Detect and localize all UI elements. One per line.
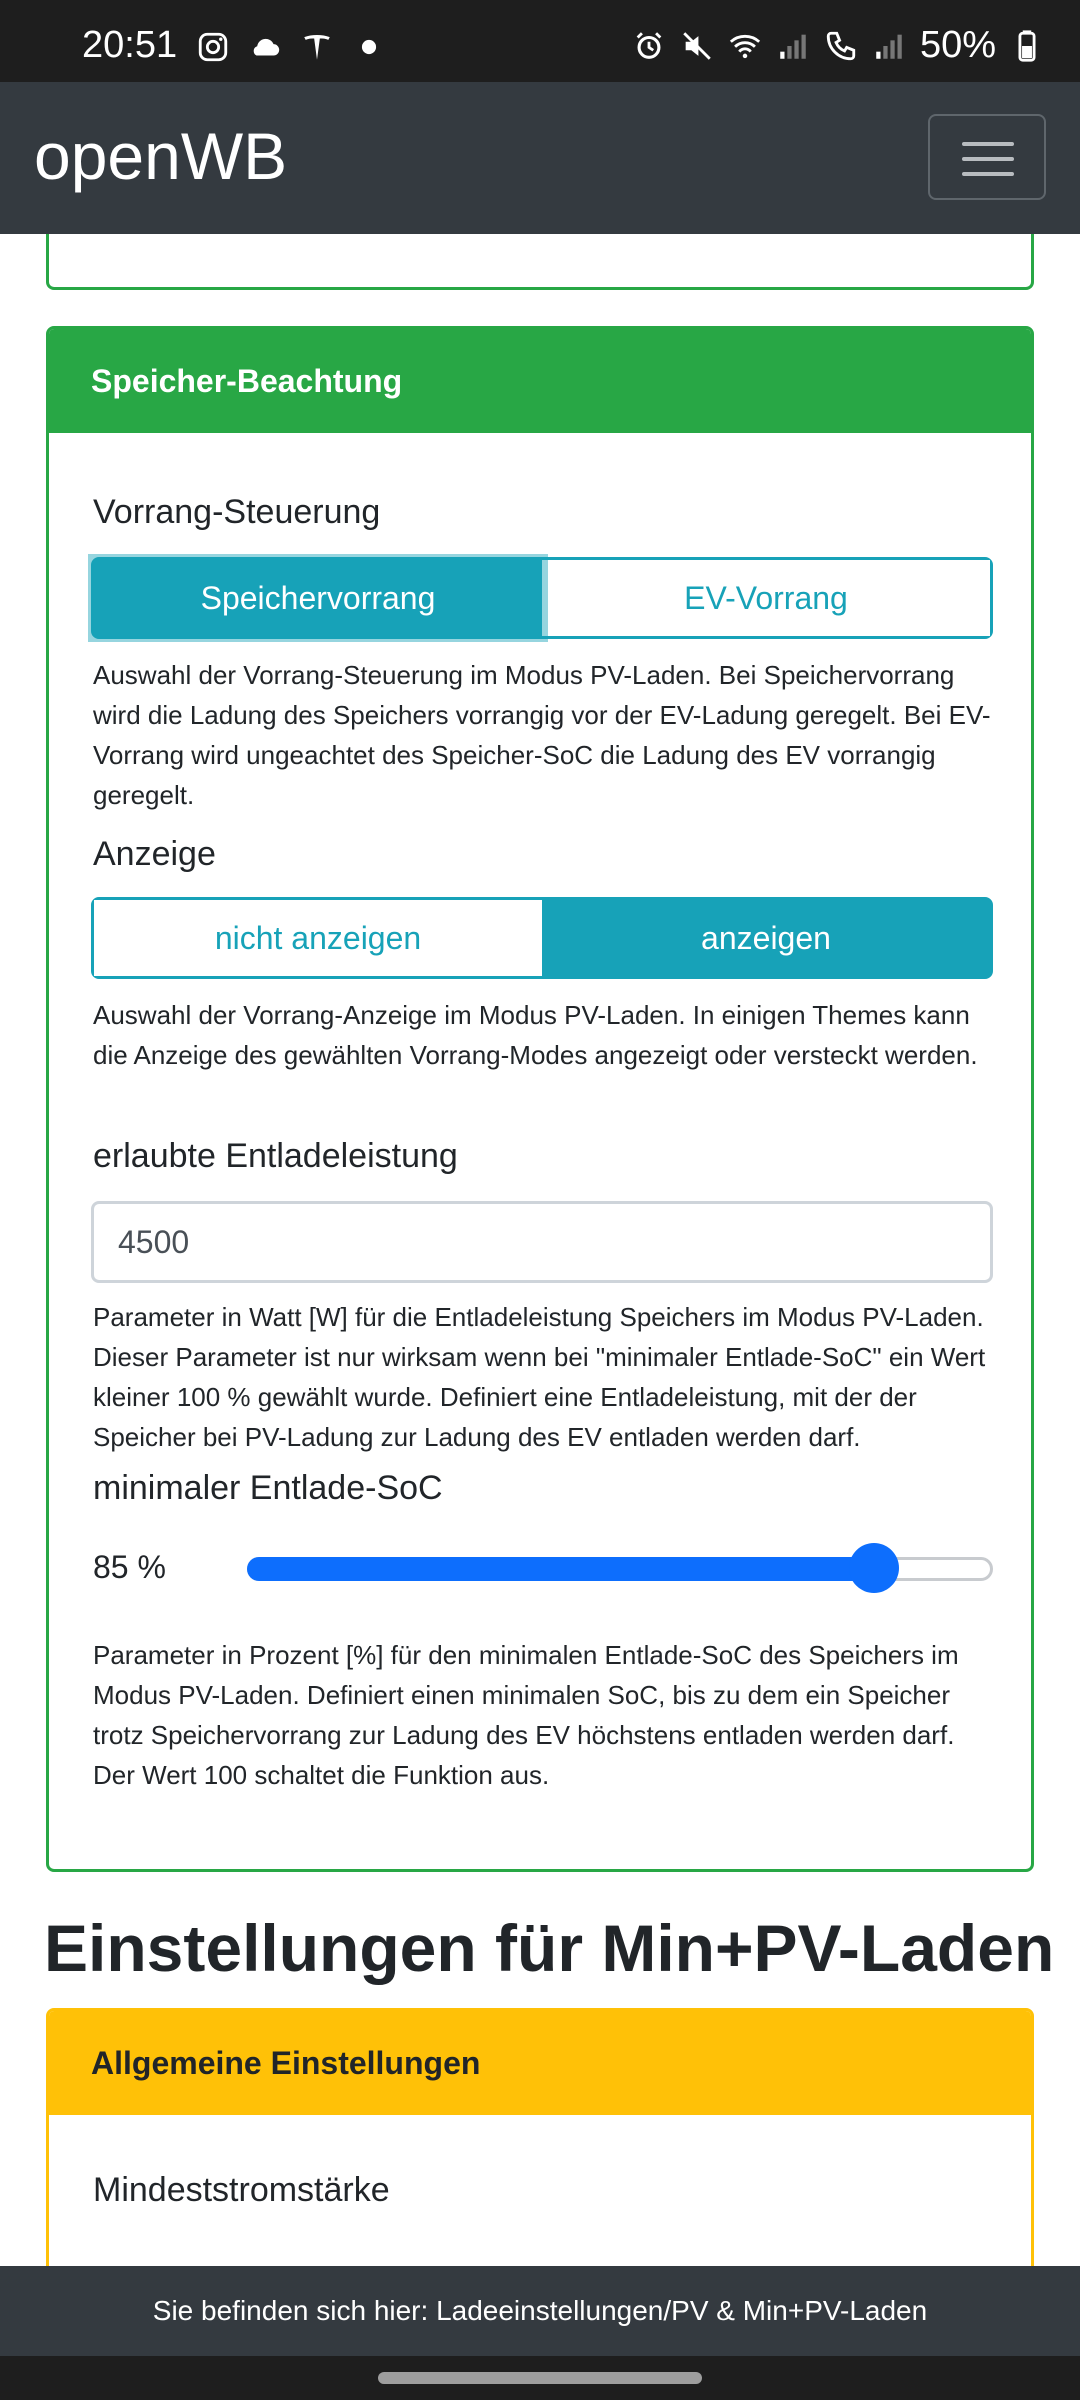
- status-left-icons: [196, 30, 386, 64]
- entlade-soc-label: minimaler Entlade-SoC: [93, 1469, 443, 1507]
- allgemeine-einstellungen-card: [46, 2008, 1034, 2266]
- entladeleistung-input[interactable]: 4500: [91, 1201, 993, 1283]
- anzeige-button-group: [91, 897, 993, 979]
- anzeige-label: Anzeige: [93, 835, 216, 873]
- breadcrumb-footer: Sie befinden sich hier: Ladeeinstellungen/PV & Min+PV-Laden: [0, 2266, 1080, 2356]
- vorrang-help-text: Auswahl der Vorrang-Steuerung im Modus PV-Laden. Bei Speichervorrang wird die Ladung des Speichers vorrangig vor der EV-Ladung geregelt. Bei EV-Vorrang wird ungeachtet des Speicher-SoC die Ladung des EV vorrangig geregelt.: [93, 660, 991, 810]
- allgemeine-einstellungen-header: Allgemeine Einstellungen: [49, 2011, 1031, 2115]
- home-gesture-pill[interactable]: [378, 2372, 702, 2384]
- page-content[interactable]: [0, 234, 1080, 2266]
- tesla-icon: [300, 30, 334, 64]
- mute-icon: [680, 29, 714, 63]
- entladeleistung-help-text: Parameter in Watt [W] für die Entladeleistung Speichers im Modus PV-Laden. Dieser Parameter ist nur wirksam wenn bei "minimaler Entlade-SoC" ein Wert kleiner 100 % gewählt wurde. Definiert eine Entladeleistung, mit der der Speicher bei PV-Ladung zur Ladung des EV entladen werden darf.: [93, 1302, 986, 1452]
- brand-logo[interactable]: openWB: [34, 119, 288, 193]
- signal-icon: [872, 29, 906, 63]
- min-pv-section-title: Einstellungen für Min+PV-Laden: [44, 1911, 1055, 1985]
- entladeleistung-label: erlaubte Entladeleistung: [93, 1137, 458, 1175]
- status-bar: [0, 0, 1080, 82]
- slider-thumb[interactable]: [849, 1543, 899, 1593]
- gesture-navigation-bar: [0, 2356, 1080, 2400]
- instagram-icon: [196, 30, 230, 64]
- status-right-icons: [632, 24, 1044, 67]
- alarm-icon: [632, 29, 666, 63]
- anzeige-help-text: Auswahl der Vorrang-Anzeige im Modus PV-Laden. In einigen Themes kann die Anzeige des gewählten Vorrang-Modes angezeigt oder versteckt werden.: [93, 1000, 978, 1070]
- speichervorrang-button[interactable]: Speichervorrang: [94, 560, 542, 636]
- status-time: 20:51: [82, 24, 178, 66]
- top-navbar: [0, 82, 1080, 234]
- wifi-icon: [728, 29, 762, 63]
- previous-card-bottom: [46, 234, 1034, 290]
- hamburger-line: [962, 142, 1014, 146]
- entlade-soc-help-text: Parameter in Prozent [%] für den minimalen Entlade-SoC des Speichers im Modus PV-Laden. Definiert einen minimalen SoC, bis zu dem ein Speicher trotz Speichervorrang zur Ladung des EV höchstens entladen werden darf. Der Wert 100 schaltet die Funktion aus.: [93, 1640, 959, 1790]
- ev-vorrang-button[interactable]: EV-Vorrang: [542, 560, 990, 636]
- hamburger-line: [962, 157, 1014, 161]
- battery-percentage: 50%: [919, 24, 996, 66]
- cloud-icon: [248, 30, 282, 64]
- nicht-anzeigen-button[interactable]: nicht anzeigen: [94, 900, 542, 976]
- hamburger-line: [962, 172, 1014, 176]
- dot-icon: [352, 30, 386, 64]
- speicher-card-header: Speicher-Beachtung: [49, 329, 1031, 433]
- mindeststromstaerke-label: Mindeststromstärke: [93, 2171, 390, 2209]
- menu-toggle-button[interactable]: [928, 114, 1046, 200]
- call-icon: [824, 29, 858, 63]
- slider-fill: [247, 1557, 874, 1581]
- vorrang-button-group: [91, 557, 993, 639]
- speicher-card: [46, 326, 1034, 1872]
- entlade-soc-slider[interactable]: [247, 1557, 993, 1581]
- entlade-soc-value: 85 %: [93, 1549, 166, 1585]
- signal-icon: [776, 29, 810, 63]
- battery-icon: [1010, 29, 1044, 63]
- anzeigen-button[interactable]: anzeigen: [542, 900, 990, 976]
- vorrang-label: Vorrang-Steuerung: [93, 493, 381, 531]
